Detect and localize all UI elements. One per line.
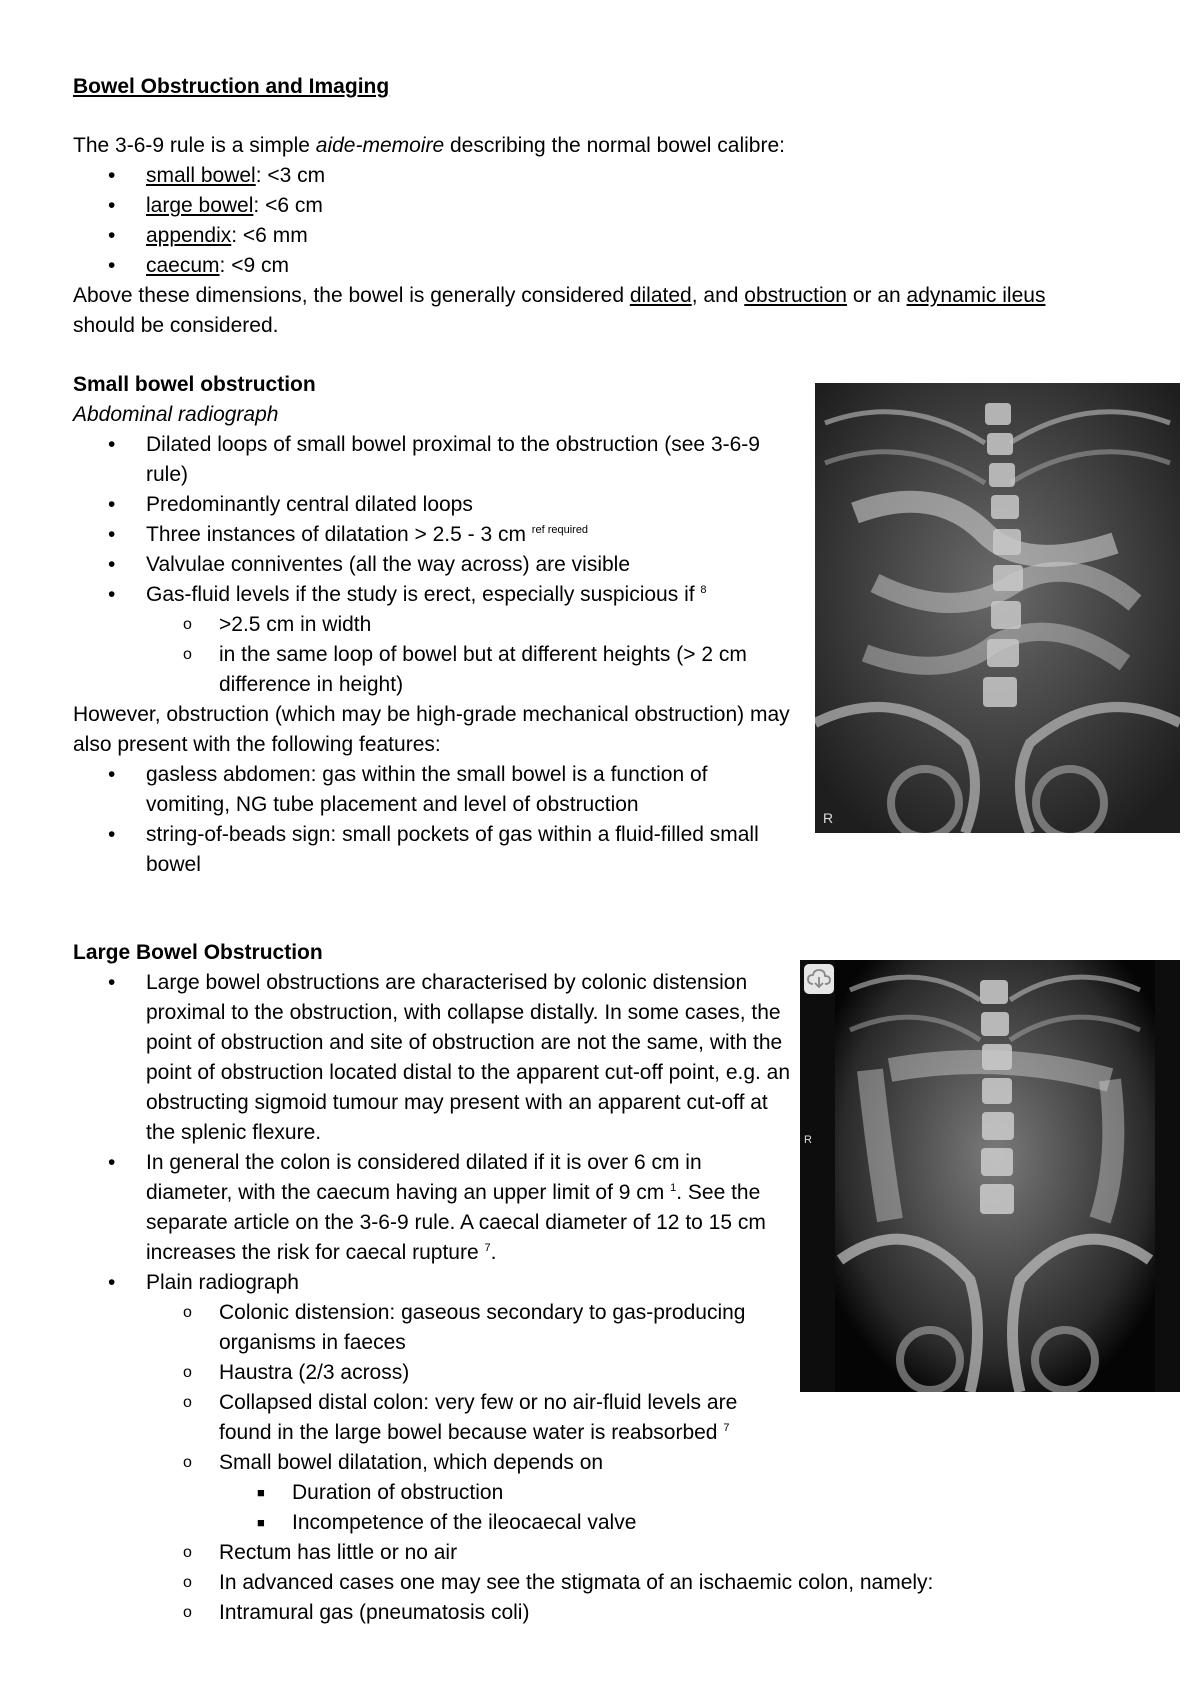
list-item: • In general the colon is considered dilated if it is over 6 cm in diameter, with the caecum having an upper limit of 9 cm $^1$. See the separate article on the 3-6-9 rule. A caecal diameter of 12 to 15 cm increases the risk for caecal rupture $^7$. bbox=[108, 1151, 766, 1264]
above-paragraph: Above these dimensions, the bowel is generally considered dilated, and obstruction or an adynamic ileus should be considered. bbox=[73, 284, 1046, 337]
list-item: • Predominantly central dilated loops bbox=[108, 493, 473, 516]
list-item: o Collapsed distal colon: very few or no air-fluid levels are found in the large bowel because water is reabsorbed $^7$ bbox=[183, 1391, 738, 1444]
list-item: ■ Duration of obstruction bbox=[257, 1481, 504, 1504]
list-item: • gasless abdomen: gas within the small bowel is a function of vomiting, NG tube placement and level of obstruction bbox=[108, 763, 708, 816]
list-item: ■ Incompetence of the ileocaecal valve bbox=[257, 1511, 637, 1534]
sbo-sublist bbox=[73, 610, 793, 700]
sbo-list bbox=[73, 430, 793, 610]
list-item: o in the same loop of bowel but at different heights (> 2 cm difference in height) bbox=[183, 643, 747, 696]
xray-side-marker: R bbox=[823, 810, 834, 826]
list-item: • string-of-beads sign: small pockets of gas within a fluid-filled small bowel bbox=[108, 823, 759, 876]
list-item: • Valvulae conniventes (all the way across) are visible bbox=[108, 553, 631, 576]
list-item: • Three instances of dilatation > 2.5 - 3 cm $^{ref required}$ bbox=[108, 523, 589, 546]
download-button[interactable] bbox=[804, 964, 834, 994]
lbo-xray-image bbox=[800, 960, 1180, 1392]
list-item: • caecum: <9 cm bbox=[108, 254, 289, 277]
list-item: • Plain radiograph bbox=[108, 1271, 299, 1294]
sbo-xray-image bbox=[815, 383, 1180, 833]
lbo-sublist bbox=[73, 1298, 793, 1478]
lbo-heading: Large Bowel Obstruction bbox=[73, 941, 323, 964]
sbo-heading: Small bowel obstruction bbox=[73, 373, 316, 396]
ileus-link[interactable]: adynamic ileus bbox=[906, 284, 1046, 307]
calibre-list bbox=[73, 161, 1153, 281]
list-item: • small bowel: <3 cm bbox=[108, 164, 326, 187]
list-item: • Gas-fluid levels if the study is erect, especially suspicious if $^8$ bbox=[108, 583, 707, 606]
list-item: • Large bowel obstructions are characterised by colonic distension proximal to the obstruction, with collapse distally. In some cases, the point of obstruction and site of obstruction are not the same, with the point of obstruction located distal to the apparent cut-off point, e.g. an obstructing sigmoid tumour may present with an apparent cut-off at the splenic flexure. bbox=[108, 971, 791, 1144]
dilated-link[interactable]: dilated bbox=[629, 284, 692, 307]
list-item: o Intramural gas (pneumatosis coli) bbox=[183, 1601, 530, 1624]
intro-sentence: The 3-6-9 rule is a simple aide-memoire describing the normal bowel calibre: bbox=[73, 134, 785, 157]
list-item: o Colonic distension: gaseous secondary to gas-producing organisms in faeces bbox=[183, 1301, 746, 1354]
cloud-download-icon bbox=[807, 969, 831, 989]
sbo-section bbox=[73, 370, 793, 880]
lbo-section bbox=[73, 938, 793, 1538]
obstruction-link[interactable]: obstruction bbox=[744, 284, 847, 307]
list-item: • Dilated loops of small bowel proximal to the obstruction (see 3-6-9 rule) bbox=[108, 433, 760, 486]
list-item: o >2.5 cm in width bbox=[183, 613, 372, 636]
sbo-features bbox=[73, 760, 793, 880]
lbo-subsublist bbox=[73, 1478, 793, 1538]
ref-required: ref required bbox=[531, 524, 589, 536]
list-item: o Haustra (2/3 across) bbox=[183, 1361, 410, 1384]
sbo-subheading: Abdominal radiograph bbox=[73, 403, 279, 426]
xray-side-marker: R bbox=[804, 1134, 812, 1146]
lbo-list bbox=[73, 968, 793, 1298]
page-title: Bowel Obstruction and Imaging bbox=[73, 75, 390, 98]
list-item: o In advanced cases one may see the stigmata of an ischaemic colon, namely: bbox=[183, 1571, 934, 1594]
list-item: o Small bowel dilatation, which depends on bbox=[183, 1451, 604, 1474]
lbo-tail-list bbox=[73, 1538, 1093, 1628]
however-paragraph: However, obstruction (which may be high-grade mechanical obstruction) may also present with the following features: bbox=[73, 703, 790, 756]
list-item: • large bowel: <6 cm bbox=[108, 194, 323, 217]
list-item: • appendix: <6 mm bbox=[108, 224, 308, 247]
document-page bbox=[73, 72, 1153, 1628]
list-item: o Rectum has little or no air bbox=[183, 1541, 458, 1564]
